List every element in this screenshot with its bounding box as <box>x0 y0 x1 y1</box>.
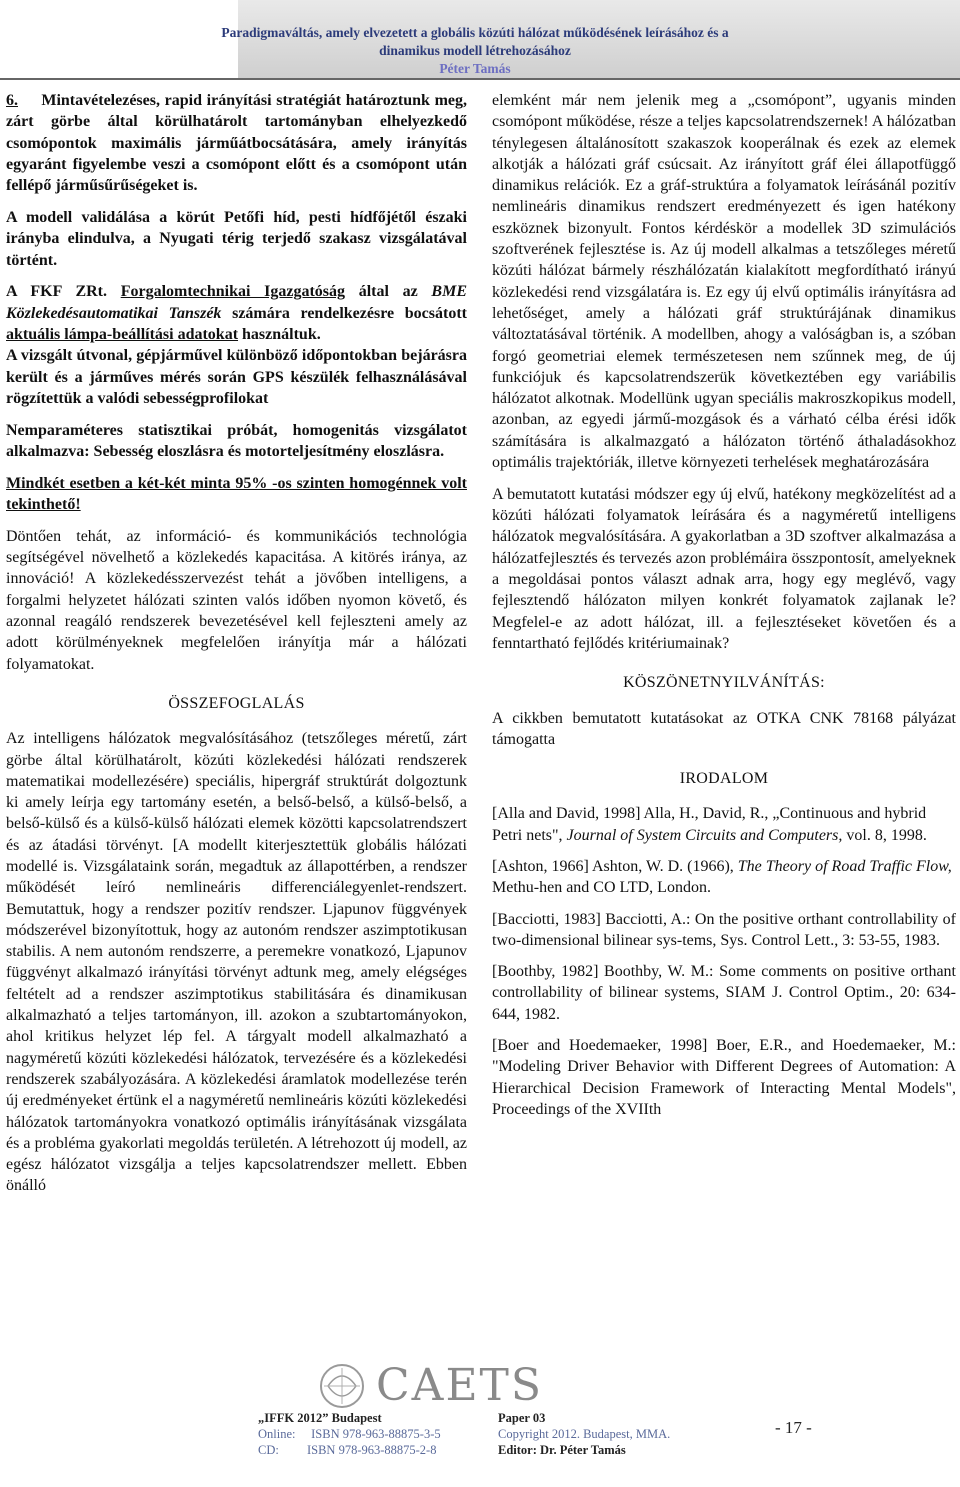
acknowledgement-text: A cikkben bemutatott kutatásokat az OTKA CNK 78168 pályázat támogatta <box>492 709 956 748</box>
igazgatosag-text: Forgalomtechnikai Igazgatóság <box>120 283 346 301</box>
cd-isbn: ISBN 978-963-88875-2-8 <box>306 1443 437 1457</box>
acknowledgement-heading: KÖSZÖNETNYILVÁNÍTÁS: <box>623 674 825 692</box>
reference-alla <box>492 803 956 846</box>
summary-paragraph: Az intelligens hálózatok megvalósításához (tetszőleges méretű, zárt görbe által körülhatárolt, közúti közlekedési hálózati rendszerek matematikai modellezésére) speciális, hipergráf struktúrát dolgoztunk ki amely leírja egy tartomány esetén, a belső-belső, a külső-belső, a belső-külső és a külső-külső hálózati elemek közötti kapcsolatrendszert és az átadási törvényt. [A modellt kiterjesztettük globális hálózati modellé is. Vizsgálataink során, megadtuk az állapottérben, a rendszer működését leíró nemlineáris differenciálegyenlet-rendszert. Bemutattuk, hogy a rendszer pozitív rendszer. Ljapunov függvények módszerével bizonyítottuk, hogy az autonóm rendszer aszimptotikusan stabilis. A nem autonóm rendszerre, a peremekre vonatkozó, Ljapunov függvényt alkalmazó irányítási törvényt adtunk meg, amely elégséges feltételt ad a rendszer aszimptotikus stabilitására és dinamikusan alkalmazható a teljes tartományon, ill. azokon a szubtartományokon, ahol kritikus helyzet lép fel. A tárgyalt modell alkalmazható a nagyméretű közúti közlekedési hálózatok, tervezésére és a közlekedési rendszerek szabályozására. A közlekedési áramlatok modellezése terén új eredményeket értünk el a nagyméretű nemlineáris közúti közlekedési hálózatok tartományokra vonatkozó optimális irányításának vizsgálata és a probléma gyakorlati megoldás területén. A létrehozott új modell, az egész hálózatot vizsgálja a teljes kapcsolatrendszer mellett. Ebben önálló <box>6 730 467 1195</box>
conclusion-6 <box>6 90 467 196</box>
lamp-settings-text: aktuális lámpa-beállítási adatokat <box>6 325 239 343</box>
summary-heading: ÖSSZEFOGLALÁS <box>168 694 305 712</box>
innovation-paragraph: Döntően tehát, az információ- és kommunikációs technológia segítségével növelhető a közlekedés kapacitása. A kitörés iránya, az innováció! A közlekedésszervezést tehát a jövőben intelligens, a forgalmi helyzetet hálózati szinten valós időben nyomon követő, és azonnal reagáló rendszerek bevezetésével kell fejleszteni amely az adott körülményeknek megfelelően irányítja már a hálózati folyamatokat. <box>6 527 467 673</box>
online-isbn: ISBN 978-963-88875-3-5 <box>311 1427 441 1441</box>
header-divider <box>0 78 960 80</box>
cd-label: CD: <box>258 1443 279 1457</box>
footer-paper: Paper 03 <box>498 1411 546 1425</box>
conclusion-number: 6. <box>6 92 18 109</box>
ref-ashton-authors: [Ashton, 1966] Ashton, W. D. (1966), <box>492 858 734 875</box>
footer-editor: Editor: Dr. Péter Tamás <box>498 1443 626 1457</box>
ref-ashton-publisher: Methu-hen and CO LTD, London. <box>492 879 711 897</box>
used-text: használtuk. <box>242 325 321 343</box>
footer-copyright: Copyright 2012. Budapest, MMA. <box>498 1427 671 1441</box>
references-heading: IRODALOM <box>679 770 769 788</box>
data-source-paragraph <box>6 281 467 409</box>
caets-logo <box>318 1362 658 1410</box>
reference-bacciotti: [Bacciotti, 1983] Bacciotti, A.: On the positive orthant controllability of two-dimensional bilinear sys-tems, Sys. Control Lett., 3: 53-55, 1983. <box>492 910 956 949</box>
method-paragraph: A bemutatott kutatási módszer egy új elvű, hatékony megközelítést ad a közúti hálózati folyamatok leírására és a nagyméretű intelligens hálózatok megvalósítására. A gyakorlatban a 3D szoftver alkalmazása a hálózatfejlesztés és tervezés azon problémáira összpontosít, amelyeknek a megoldásai pontos választ adnak arra, hogy egy meglévő, vagy fejlesztendő hálózaton milyen konkrét folyamatok zajlanak le? Megfelel-e az adott hálózat, ill. a fejlesztéseket követően és a fenntartható fejlődés kritériumainak? <box>492 485 956 652</box>
fkf-text: A FKF ZRt. <box>6 283 107 301</box>
page-header <box>0 0 960 78</box>
footer-cd <box>258 1442 441 1458</box>
reference-ashton <box>492 856 956 899</box>
footer-conference <box>258 1410 441 1458</box>
caets-emblem-icon <box>318 1362 376 1410</box>
validation-paragraph: A modell validálása a körút Petőfi híd, pesti hídfőjétől északi irányba elindulva, a Nyugati térig terjedő szakasz vizsgálatával történt. <box>6 208 467 269</box>
reference-boer: [Boer and Hoedemaeker, 1998] Boer, E.R., and Hoedemaeker, M.: "Modeling Driver Behavior with Different Degrees of Automation: A Hierarchical Decision Framework of Interacting Mental Models", Proceedings of the XVIIth <box>492 1037 956 1118</box>
graph-paragraph: elemként már nem jelenik meg a „csomópont”, ugyanis minden csomópont működése, része a teljes kapcsolatrendszernek! A hálózatban ténylegesen általánosított szakaszok kooperálnak és ezek az elemek alkotják a hálózati gráf csúcsait. Az irányított gráf élei állapotfüggő dinamikus relációk. Ez a gráf-struktúra a folyamatok leírásánál pozitív nemlineáris dinamikus rendszert eredményezett és igen hatékony eszköznek bizonyult. Fontos kérdéskör a modellek 3D szimulációs szoftverének fejlesztése is. Az új modell alkalmas a tetszőleges méretű közúti hálózat bármely részhálózatán kialakított megfordítható irányú közlekedési rend vizsgálatára is. Ez egy új elvű optimális irányításra ad lehetőséget, amely a hálózati gráf struktúrájának dinamikus változtatásával történik. A modellben, ahogy a valóságban is, a szóban forgó geometriai elemek természetesen nem szűnnek meg, de új funkciójuk és kapcsolatrendszerük következtében egy variábilis hálózatot alkotnak. Modellünk ugyan speciális makroszkopikus modell, azonban, az egyedi jármű-mozgások és a várható célba érési idők számítására is alkalmazgató a hálózaton történő áthaladásokhoz optimális trajektóriák, illetve környezeti terhelések meghatározására <box>492 92 956 472</box>
online-label: Online: <box>258 1427 296 1441</box>
footer-event: „IFFK 2012” Budapest <box>258 1411 382 1425</box>
homogeneity-paragraph: Mindkét esetben a két-két minta 95% -os szinten homogénnek volt tekinthető! <box>6 474 467 514</box>
header-author: Péter Tamás <box>439 61 511 76</box>
header-title-line1: Paradigmaváltás, amely elvezetett a globális közúti hálózat működésének leírásához és a <box>221 25 729 40</box>
footer-online <box>258 1426 441 1442</box>
bme-text: BME Közlekedésautomatikai Tanszék <box>6 283 467 322</box>
right-column <box>492 90 956 1130</box>
page-number: - 17 - <box>775 1418 812 1437</box>
ref-alla-journal: Journal of System Circuits and Computers, <box>566 826 843 844</box>
ref-alla-volume: vol. 8, 1998. <box>846 826 927 844</box>
provided-text: számára rendelkezésre bocsátott <box>232 304 467 322</box>
ref-alla-authors: [Alla and David, 1998] Alla, H., David, R., „Continuous and hybrid Petri nets", <box>492 805 927 844</box>
caets-logo-text: CAETS <box>376 1360 544 1411</box>
gps-paragraph: A vizsgált útvonal, gépjárművel különböző időpontokban bejárásra került és a járműves mérés során GPS készülék felhasználásával rögzítettük a valódi sebességprofilokat <box>6 347 467 407</box>
conclusion-text: Mintavételezéses, rapid irányítási stratégiát határoztunk meg, zárt görbe által körülhatárolt tartományban elhelyezkedő csomópontok maximális járműátbocsátására, amely irányítás egyaránt figyelembe veszi a csomópont előtt és a csomópont után fellépő járműsűrűségeket is. <box>6 92 468 195</box>
header-title-line2: dinamikus modell létrehozásához <box>379 43 571 58</box>
header-title <box>115 24 835 78</box>
by-text: által az <box>358 283 418 301</box>
footer-paper-info <box>498 1410 670 1458</box>
statistics-paragraph: Nemparaméteres statisztikai próbát, homogenitás vizsgálatot alkalmazva: Sebesség eloszlásra és motorteljesítmény eloszlásra. <box>6 421 467 460</box>
ref-ashton-title: The Theory of Road Traffic Flow, <box>737 858 952 875</box>
reference-boothby: [Boothby, 1982] Boothby, W. M.: Some comments on positive orthant controllability of bilinear systems, SIAM J. Control Optim., 20: 634-644, 1982. <box>492 963 956 1023</box>
left-column <box>6 90 467 1207</box>
